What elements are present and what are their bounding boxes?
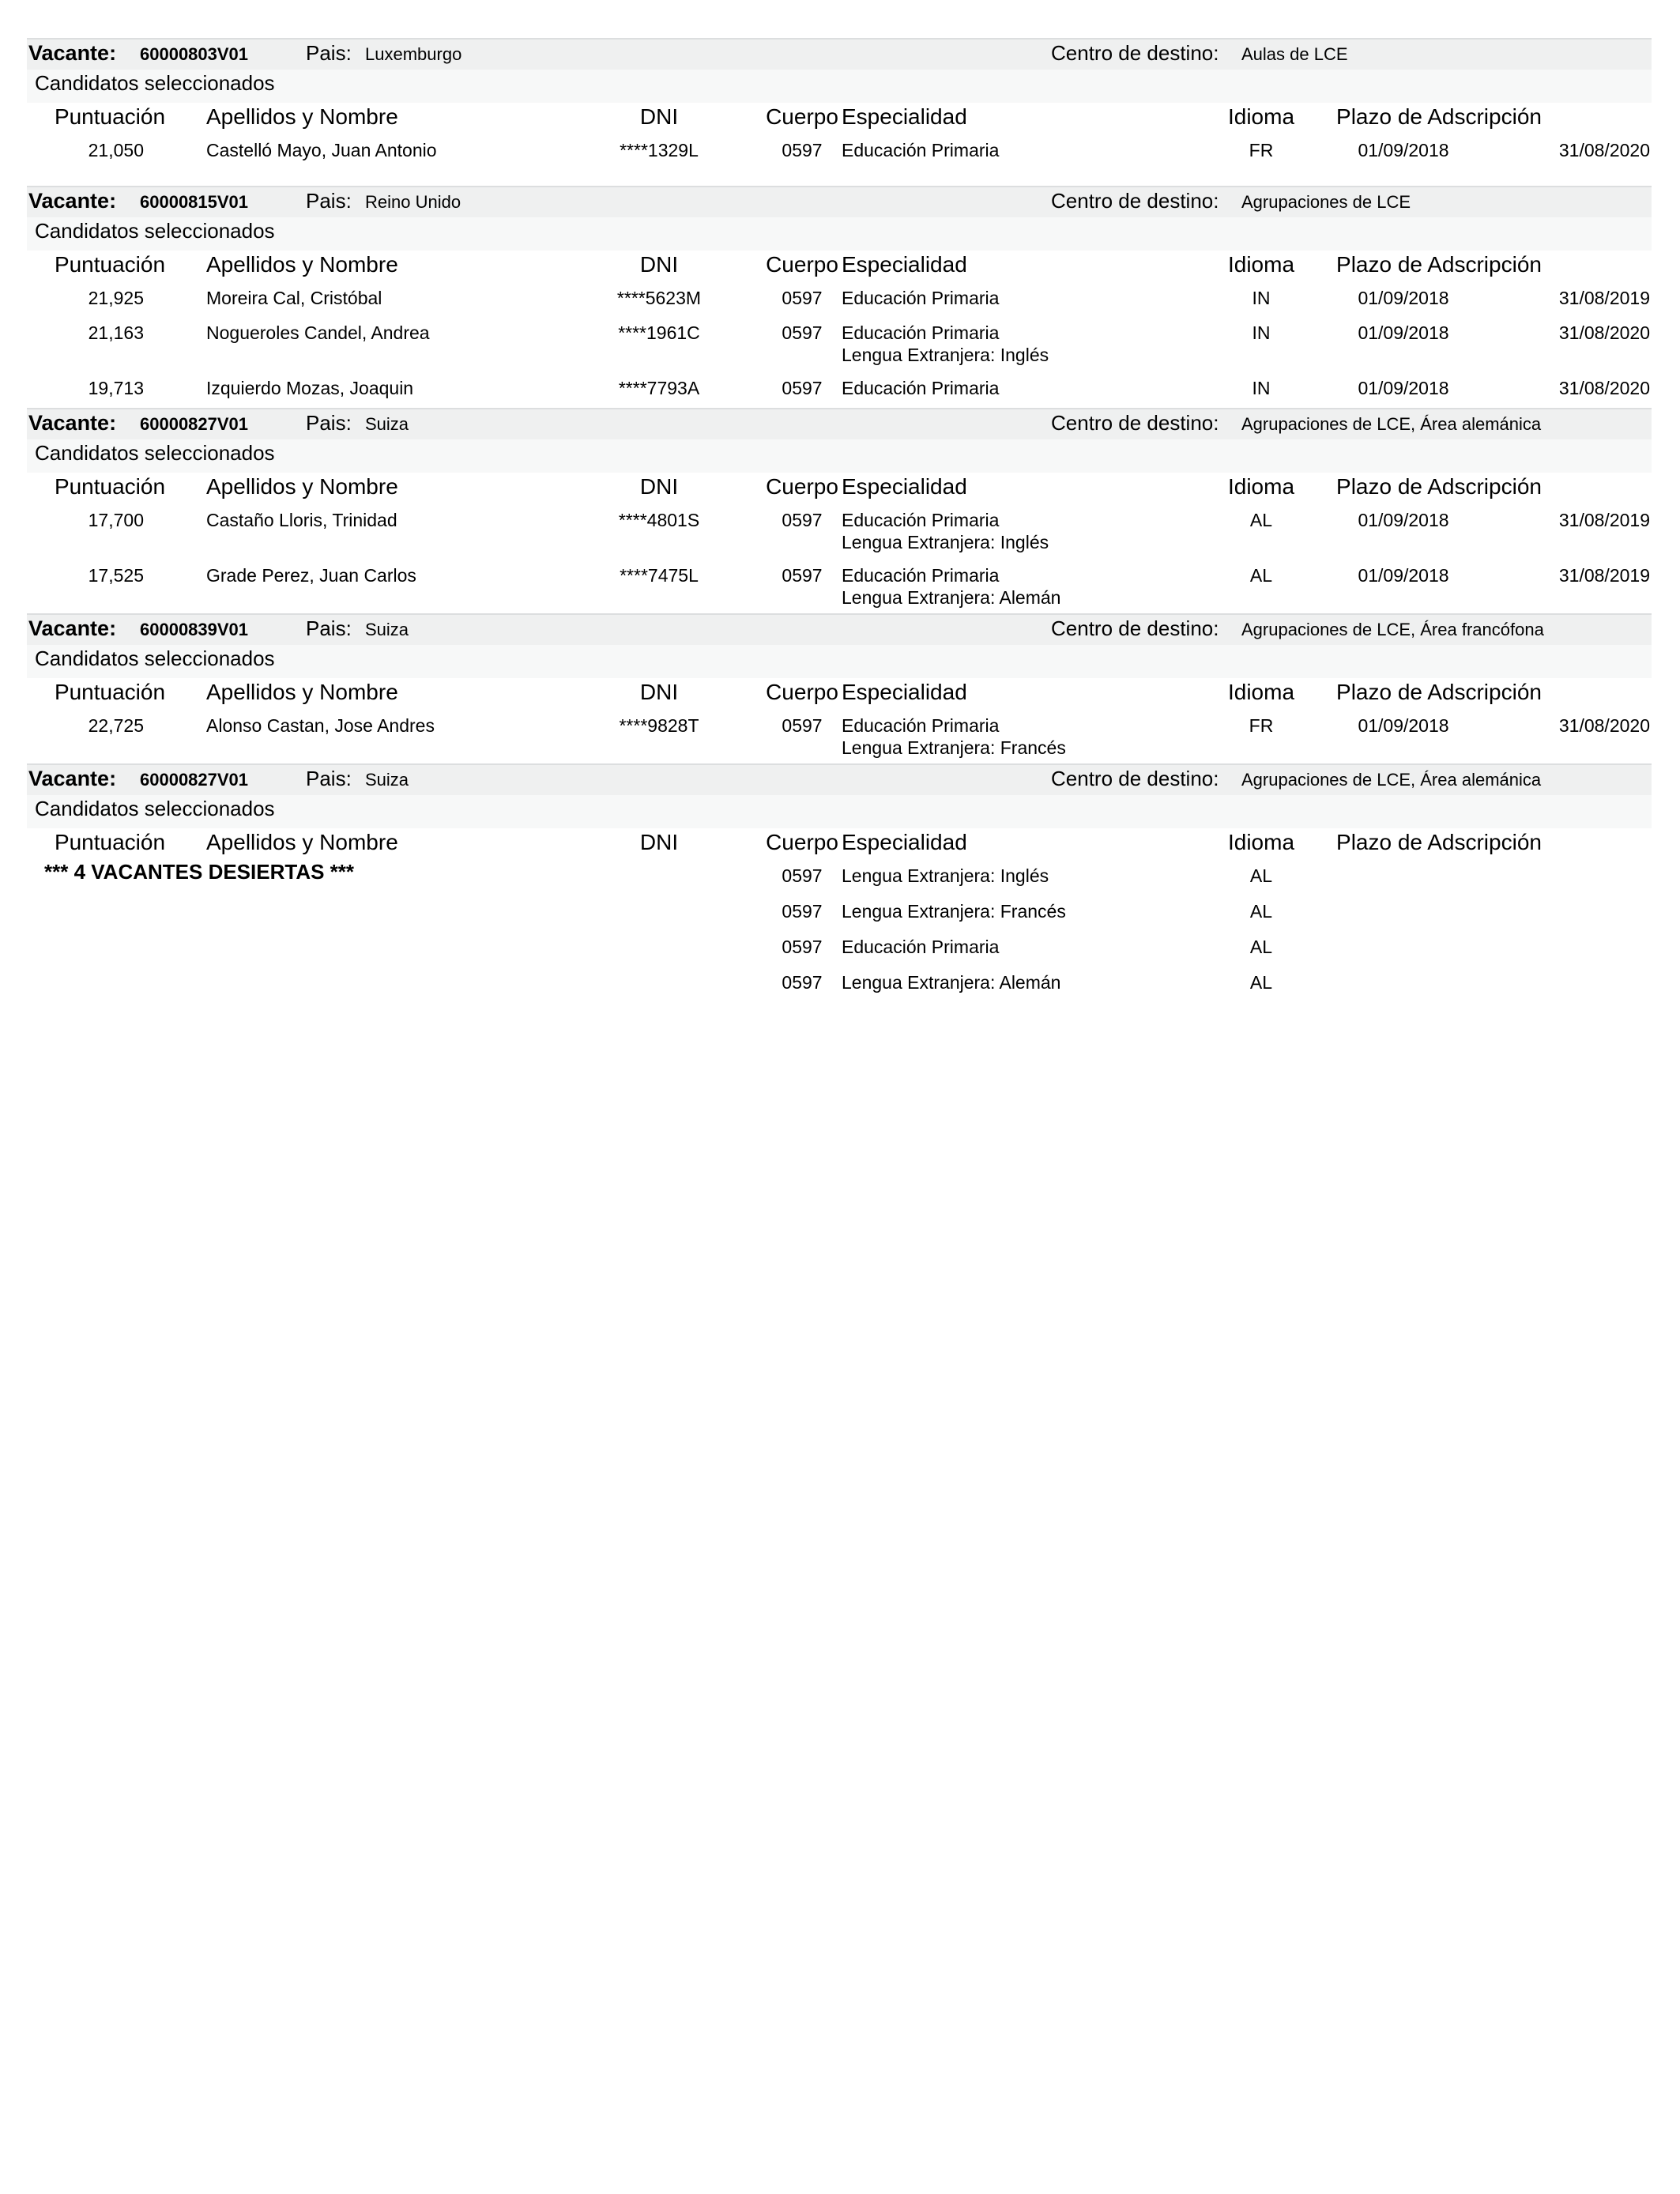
vacante-header-bar [27, 38, 1652, 70]
especialidad-cell: Lengua Extranjera: Inglés [842, 345, 1049, 365]
col-header-especialidad: Especialidad [842, 830, 967, 854]
nombre-cell: Izquierdo Mozas, Joaquin [206, 378, 414, 398]
centro-value: Aulas de LCE [1241, 44, 1348, 64]
puntuacion-cell: 17,700 [88, 510, 144, 530]
col-header-cuerpo: Cuerpo [766, 252, 838, 277]
table-row [27, 900, 1652, 922]
especialidad-cell: Educación Primaria [842, 140, 1000, 160]
puntuacion-cell: 22,725 [88, 715, 144, 736]
centro-label: Centro de destino: [1051, 411, 1219, 435]
col-header-dni: DNI [639, 680, 679, 704]
dni-cell: ****1329L [620, 140, 699, 160]
vacante-code: 60000827V01 [140, 414, 249, 434]
centro-label: Centro de destino: [1051, 616, 1219, 640]
fecha-desde-cell: 01/09/2018 [1358, 565, 1449, 586]
col-header-puntuacion: Puntuación [54, 252, 166, 277]
col-header-cuerpo: Cuerpo [766, 104, 838, 129]
candidatos-label: Candidatos seleccionados [35, 71, 275, 95]
fecha-hasta-cell: 31/08/2020 [1558, 715, 1650, 736]
col-header-cuerpo: Cuerpo [766, 474, 838, 499]
pais-label: Pais: [306, 616, 352, 640]
centro-label: Centro de destino: [1051, 767, 1219, 790]
col-header-plazo: Plazo de Adscripción [1336, 830, 1542, 854]
fecha-hasta-cell: 31/08/2019 [1558, 510, 1650, 530]
pais-value: Suiza [365, 770, 409, 790]
table-row [27, 377, 1652, 398]
col-header-puntuacion: Puntuación [54, 474, 166, 499]
pais-label: Pais: [306, 411, 352, 435]
vacante-block [27, 408, 1652, 608]
vacante-code: 60000803V01 [140, 44, 249, 64]
especialidad-cell: Educación Primaria [842, 288, 1000, 308]
dni-cell: ****4801S [618, 510, 700, 530]
col-header-dni: DNI [639, 830, 679, 854]
pais-label: Pais: [306, 189, 352, 213]
table-row [27, 936, 1652, 957]
col-header-plazo: Plazo de Adscripción [1336, 680, 1542, 704]
cuerpo-cell: 0597 [782, 865, 823, 886]
candidatos-label: Candidatos seleccionados [35, 441, 275, 465]
idioma-cell: AL [1249, 937, 1273, 957]
idioma-cell: AL [1249, 972, 1273, 993]
fecha-hasta-cell: 31/08/2019 [1558, 288, 1650, 308]
col-header-especialidad: Especialidad [842, 104, 967, 129]
fecha-hasta-cell: 31/08/2020 [1558, 378, 1650, 398]
nombre-cell: Castelló Mayo, Juan Antonio [206, 140, 437, 160]
especialidad-cell: Educación Primaria [842, 937, 1000, 957]
especialidad-cell: Lengua Extranjera: Inglés [842, 532, 1049, 552]
col-header-idioma: Idioma [1227, 104, 1295, 129]
col-header-plazo: Plazo de Adscripción [1336, 252, 1542, 277]
vacante-block [27, 38, 1652, 160]
centro-value: Agrupaciones de LCE, Área alemánica [1241, 770, 1542, 790]
col-header-apellidos: Apellidos y Nombre [206, 104, 398, 129]
fecha-hasta-cell: 31/08/2020 [1558, 140, 1650, 160]
idioma-cell: AL [1249, 865, 1273, 886]
candidatos-label: Candidatos seleccionados [35, 797, 275, 820]
vacante-block [27, 186, 1652, 398]
puntuacion-cell: 21,050 [88, 140, 144, 160]
vacante-label: Vacante: [28, 41, 117, 65]
col-header-idioma: Idioma [1227, 252, 1295, 277]
especialidad-cell: Educación Primaria [842, 715, 1000, 736]
cuerpo-cell: 0597 [782, 288, 823, 308]
fecha-hasta-cell: 31/08/2019 [1558, 565, 1650, 586]
pais-value: Luxemburgo [365, 44, 462, 64]
vacante-label: Vacante: [28, 616, 117, 640]
vacante-block [27, 613, 1652, 758]
col-header-idioma: Idioma [1227, 680, 1295, 704]
vacante-label: Vacante: [28, 189, 117, 213]
nombre-cell: Castaño Lloris, Trinidad [206, 510, 397, 530]
pais-value: Reino Unido [365, 192, 461, 212]
table-row [27, 564, 1652, 608]
centro-label: Centro de destino: [1051, 41, 1219, 65]
table-row [27, 509, 1652, 552]
cuerpo-cell: 0597 [782, 510, 823, 530]
puntuacion-cell: 17,525 [88, 565, 144, 586]
col-header-idioma: Idioma [1227, 474, 1295, 499]
cuerpo-cell: 0597 [782, 901, 823, 922]
col-header-apellidos: Apellidos y Nombre [206, 474, 398, 499]
centro-value: Agrupaciones de LCE, Área francófona [1241, 620, 1544, 639]
idioma-cell: FR [1249, 140, 1274, 160]
fecha-desde-cell: 01/09/2018 [1358, 715, 1449, 736]
cuerpo-cell: 0597 [782, 565, 823, 586]
idioma-cell: IN [1252, 322, 1271, 343]
nombre-cell: Alonso Castan, Jose Andres [206, 715, 435, 736]
table-row [27, 322, 1652, 365]
fecha-desde-cell: 01/09/2018 [1358, 140, 1449, 160]
especialidad-cell: Educación Primaria [842, 378, 1000, 398]
col-header-dni: DNI [639, 474, 679, 499]
col-header-cuerpo: Cuerpo [766, 680, 838, 704]
vacante-code: 60000815V01 [140, 192, 249, 212]
puntuacion-cell: 21,163 [88, 322, 144, 343]
especialidad-cell: Lengua Extranjera: Inglés [842, 865, 1049, 886]
cuerpo-cell: 0597 [782, 972, 823, 993]
col-header-apellidos: Apellidos y Nombre [206, 252, 398, 277]
pais-value: Suiza [365, 620, 409, 639]
fecha-desde-cell: 01/09/2018 [1358, 510, 1449, 530]
table-row [27, 714, 1652, 758]
especialidad-cell: Educación Primaria [842, 565, 1000, 586]
puntuacion-cell: 19,713 [88, 378, 144, 398]
col-header-idioma: Idioma [1227, 830, 1295, 854]
nombre-cell: Grade Perez, Juan Carlos [206, 565, 416, 586]
col-header-apellidos: Apellidos y Nombre [206, 680, 398, 704]
pais-label: Pais: [306, 767, 352, 790]
col-header-puntuacion: Puntuación [54, 830, 166, 854]
pais-value: Suiza [365, 414, 409, 434]
idioma-cell: AL [1249, 510, 1273, 530]
centro-label: Centro de destino: [1051, 189, 1219, 213]
idioma-cell: FR [1249, 715, 1274, 736]
idioma-cell: IN [1252, 288, 1271, 308]
col-header-dni: DNI [639, 252, 679, 277]
vacante-code: 60000827V01 [140, 770, 249, 790]
col-header-cuerpo: Cuerpo [766, 830, 838, 854]
idioma-cell: IN [1252, 378, 1271, 398]
cuerpo-cell: 0597 [782, 140, 823, 160]
table-row [27, 971, 1652, 993]
fecha-desde-cell: 01/09/2018 [1358, 288, 1449, 308]
especialidad-cell: Lengua Extranjera: Francés [842, 901, 1066, 922]
fecha-hasta-cell: 31/08/2020 [1558, 322, 1650, 343]
vacante-label: Vacante: [28, 411, 117, 435]
especialidad-cell: Lengua Extranjera: Francés [842, 737, 1066, 758]
col-header-apellidos: Apellidos y Nombre [206, 830, 398, 854]
nombre-cell: Nogueroles Candel, Andrea [206, 322, 430, 343]
cuerpo-cell: 0597 [782, 322, 823, 343]
dni-cell: ****5623M [616, 288, 702, 308]
fecha-desde-cell: 01/09/2018 [1358, 322, 1449, 343]
idioma-cell: AL [1249, 565, 1273, 586]
especialidad-cell: Lengua Extranjera: Alemán [842, 587, 1061, 608]
cuerpo-cell: 0597 [782, 937, 823, 957]
centro-value: Agrupaciones de LCE [1241, 192, 1411, 212]
candidatos-label: Candidatos seleccionados [35, 219, 275, 243]
pais-label: Pais: [306, 41, 352, 65]
cuerpo-cell: 0597 [782, 715, 823, 736]
idioma-cell: AL [1249, 901, 1273, 922]
puntuacion-cell: 21,925 [88, 288, 144, 308]
vacante-block [27, 763, 1652, 993]
col-header-especialidad: Especialidad [842, 474, 967, 499]
especialidad-cell: Educación Primaria [842, 322, 1000, 343]
table-row [27, 287, 1652, 308]
col-header-plazo: Plazo de Adscripción [1336, 474, 1542, 499]
cuerpo-cell: 0597 [782, 378, 823, 398]
dni-cell: ****9828T [619, 715, 699, 736]
col-header-puntuacion: Puntuación [54, 680, 166, 704]
dni-cell: ****1961C [618, 322, 700, 343]
col-header-plazo: Plazo de Adscripción [1336, 104, 1542, 129]
col-header-puntuacion: Puntuación [54, 104, 166, 129]
nombre-cell: Moreira Cal, Cristóbal [206, 288, 382, 308]
dni-cell: ****7475L [620, 565, 699, 586]
centro-value: Agrupaciones de LCE, Área alemánica [1241, 414, 1542, 434]
fecha-desde-cell: 01/09/2018 [1358, 378, 1449, 398]
especialidad-cell: Lengua Extranjera: Alemán [842, 972, 1061, 993]
col-header-especialidad: Especialidad [842, 252, 967, 277]
candidatos-label: Candidatos seleccionados [35, 647, 275, 670]
col-header-especialidad: Especialidad [842, 680, 967, 704]
col-header-dni: DNI [639, 104, 679, 129]
dni-cell: ****7793A [618, 378, 700, 398]
vacantes-desiertas-label: *** 4 VACANTES DESIERTAS *** [44, 860, 355, 884]
vacante-label: Vacante: [28, 767, 117, 790]
vacante-code: 60000839V01 [140, 620, 249, 639]
table-row [27, 139, 1652, 160]
especialidad-cell: Educación Primaria [842, 510, 1000, 530]
